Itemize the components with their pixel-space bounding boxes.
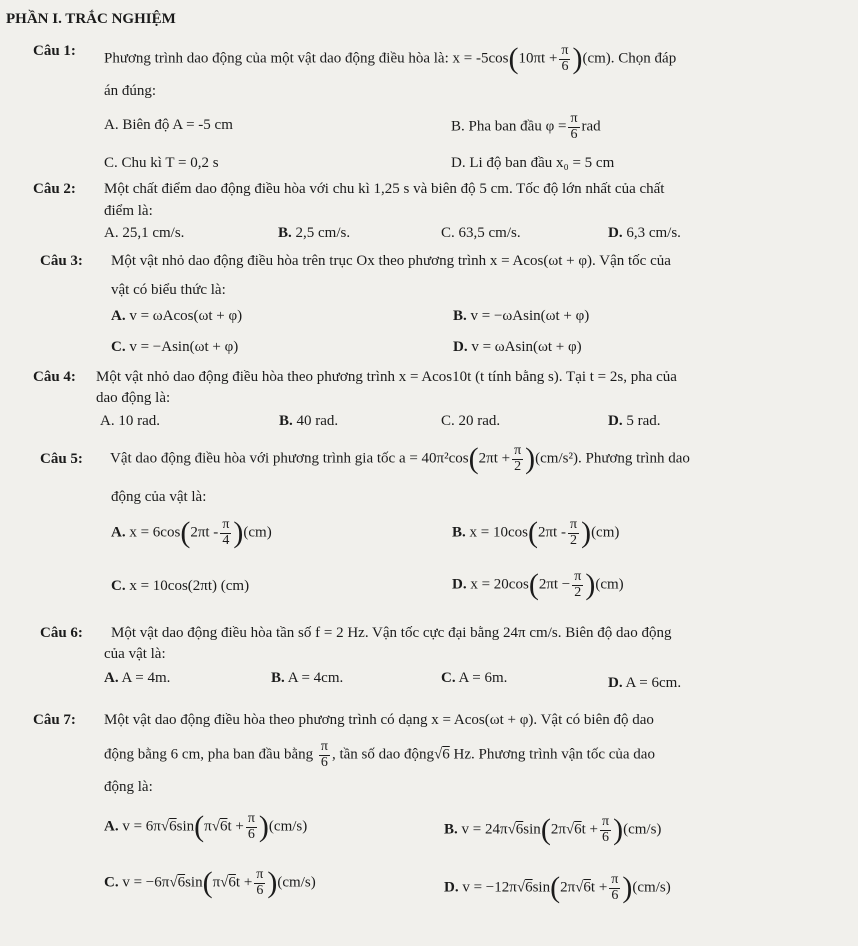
option-a[interactable]: A. 10 rad. (100, 413, 160, 429)
question-text: Một vật dao động điều hòa tần số f = 2 Hz. Vận tốc cực đại bằng 24π cm/s. Biên độ dao động (111, 625, 672, 641)
question-text-cont: điểm là: (104, 203, 153, 219)
option-b[interactable]: B. x = 10cos(2πt - $\frac{\pi}{2}$ )(cm) (452, 516, 620, 550)
question-text: Phương trình dao động của một vật dao động điều hòa là: x = -5cos(10πt + $\frac{\pi}{6}$ )(cm). Chọn đáp (104, 42, 677, 76)
question-label: Câu 6: (40, 625, 83, 641)
question-text: Một vật nhỏ dao động điều hòa theo phương trình x = Acos10t (t tính bằng s). Tại t = 2s, pha của (96, 369, 677, 385)
question-text-cont: động là: (104, 779, 153, 795)
option-c[interactable]: C. x = 10cos(2πt) (cm) (111, 578, 250, 594)
option-a[interactable]: A. x = 6cos(2πt - $\frac{\pi}{4}$ )(cm) (111, 516, 272, 550)
question-text-cont: vật có biểu thức là: (111, 282, 226, 298)
question-label: Câu 3: (40, 253, 83, 269)
question-label: Câu 1: (33, 43, 76, 59)
question-text-cont: động của vật là: (111, 489, 207, 505)
question-label: Câu 2: (33, 181, 76, 197)
option-d[interactable]: D. 6,3 cm/s. (608, 225, 681, 241)
option-b[interactable]: B. 2,5 cm/s. (278, 225, 351, 241)
question-text: Một vật dao động điều hòa theo phương trình có dạng x = Acos(ωt + φ). Vật có biên độ dao (104, 712, 654, 728)
question-text-cont: động bằng 6 cm, pha ban đầu bằng $\frac{\pi}{6}$ , tần số dao động√6 Hz. Phương trình vận tốc của dao (104, 739, 655, 770)
option-d[interactable]: D. v = ωAsin(ωt + φ) (453, 339, 582, 355)
option-b[interactable]: B. Pha ban đầu φ = $\frac{\pi}{6}$ rad (451, 111, 601, 142)
option-c[interactable]: C. 20 rad. (441, 413, 501, 429)
option-a[interactable]: A. A = 4m. (104, 670, 171, 686)
option-c[interactable]: C. A = 6m. (441, 670, 508, 686)
question-label: Câu 5: (40, 451, 83, 467)
question-text: Một vật nhỏ dao động điều hòa trên trục Ox theo phương trình x = Acos(ωt + φ). Vận tốc của (111, 253, 671, 269)
option-d[interactable]: D. 5 rad. (608, 413, 661, 429)
option-d[interactable]: D. Li độ ban đầu x₀ = 5 cm (451, 155, 615, 171)
option-c[interactable]: C. v = −Asin(ωt + φ) (111, 339, 239, 355)
question-text-cont: án đúng: (104, 83, 157, 99)
option-a[interactable]: A. Biên độ A = -5 cm (104, 117, 233, 133)
section-title: PHẦN I. TRẮC NGHIỆM (6, 11, 176, 27)
question-text-cont: dao động là: (96, 390, 171, 406)
question-label: Câu 7: (33, 712, 76, 728)
option-b[interactable]: B. 40 rad. (279, 413, 339, 429)
question-text: Một chất điểm dao động điều hòa với chu kì 1,25 s và biên độ 5 cm. Tốc độ lớn nhất của chất (104, 181, 665, 197)
question-text-cont: của vật là: (104, 646, 166, 662)
option-a[interactable]: A. v = 6π√6sin(π√6t + $\frac{\pi}{6}$ )(cm/s) (104, 810, 308, 844)
option-b[interactable]: B. A = 4cm. (271, 670, 344, 686)
option-c[interactable]: C. 63,5 cm/s. (441, 225, 521, 241)
option-b[interactable]: B. v = −ωAsin(ωt + φ) (453, 308, 590, 324)
question-text: Vật dao động điều hòa với phương trình gia tốc a = 40π²cos(2πt + $\frac{\pi}{2}$ )(cm/s²). Phương trình dao (110, 442, 690, 476)
option-d[interactable]: D. A = 6cm. (608, 675, 682, 691)
question-label: Câu 4: (33, 369, 76, 385)
option-d[interactable]: D. x = 20cos(2πt − $\frac{\pi}{2}$ )(cm) (452, 568, 624, 602)
option-a[interactable]: A. v = ωAcos(ωt + φ) (111, 308, 243, 324)
option-d[interactable]: D. v = −12π√6sin(2π√6t + $\frac{\pi}{6}$ )(cm/s) (444, 871, 671, 905)
option-c[interactable]: C. Chu kì T = 0,2 s (104, 155, 219, 171)
option-b[interactable]: B. v = 24π√6sin(2π√6t + $\frac{\pi}{6}$ )(cm/s) (444, 813, 662, 847)
option-a[interactable]: A. 25,1 cm/s. (104, 225, 185, 241)
option-c[interactable]: C. v = −6π√6sin(π√6t + $\frac{\pi}{6}$ )(cm/s) (104, 866, 316, 900)
